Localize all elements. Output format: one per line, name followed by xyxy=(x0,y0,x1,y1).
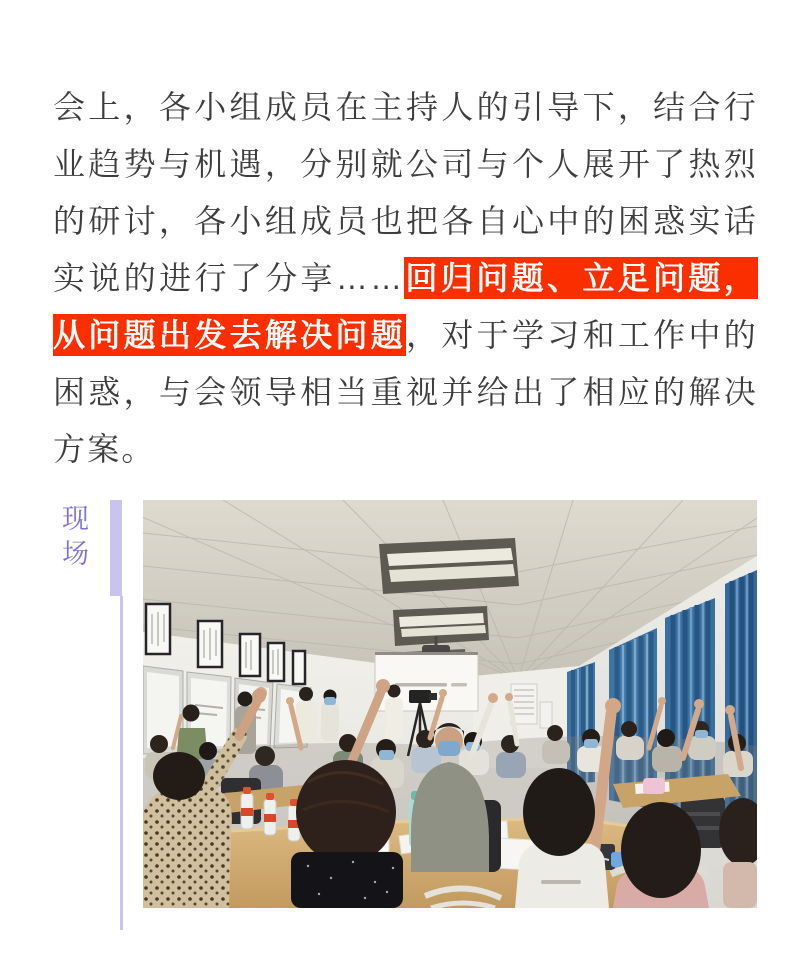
paragraph-text-before: 会上，各小组成员在主持人的引导下，结合行业趋势与机遇，分别就公司与个人展开了热烈的研讨，各小组成员也把各自心中的困惑实话实说的进行了分享…… xyxy=(53,89,758,296)
highlighted-phrase: 回归问题、立足问题，从问题出发去解决问题 xyxy=(53,257,758,356)
article-paragraph xyxy=(53,79,758,478)
paragraph-text-after: ，对于学习和工作中的困惑，与会领导相当重视并给出了相应的解决方案。 xyxy=(53,317,758,467)
scene-illustration xyxy=(143,500,757,908)
section-label-scene: 现场 xyxy=(62,504,89,569)
section-accent-line xyxy=(120,596,123,930)
section-accent-bar xyxy=(110,500,122,596)
scene-photo[interactable] xyxy=(143,500,757,908)
